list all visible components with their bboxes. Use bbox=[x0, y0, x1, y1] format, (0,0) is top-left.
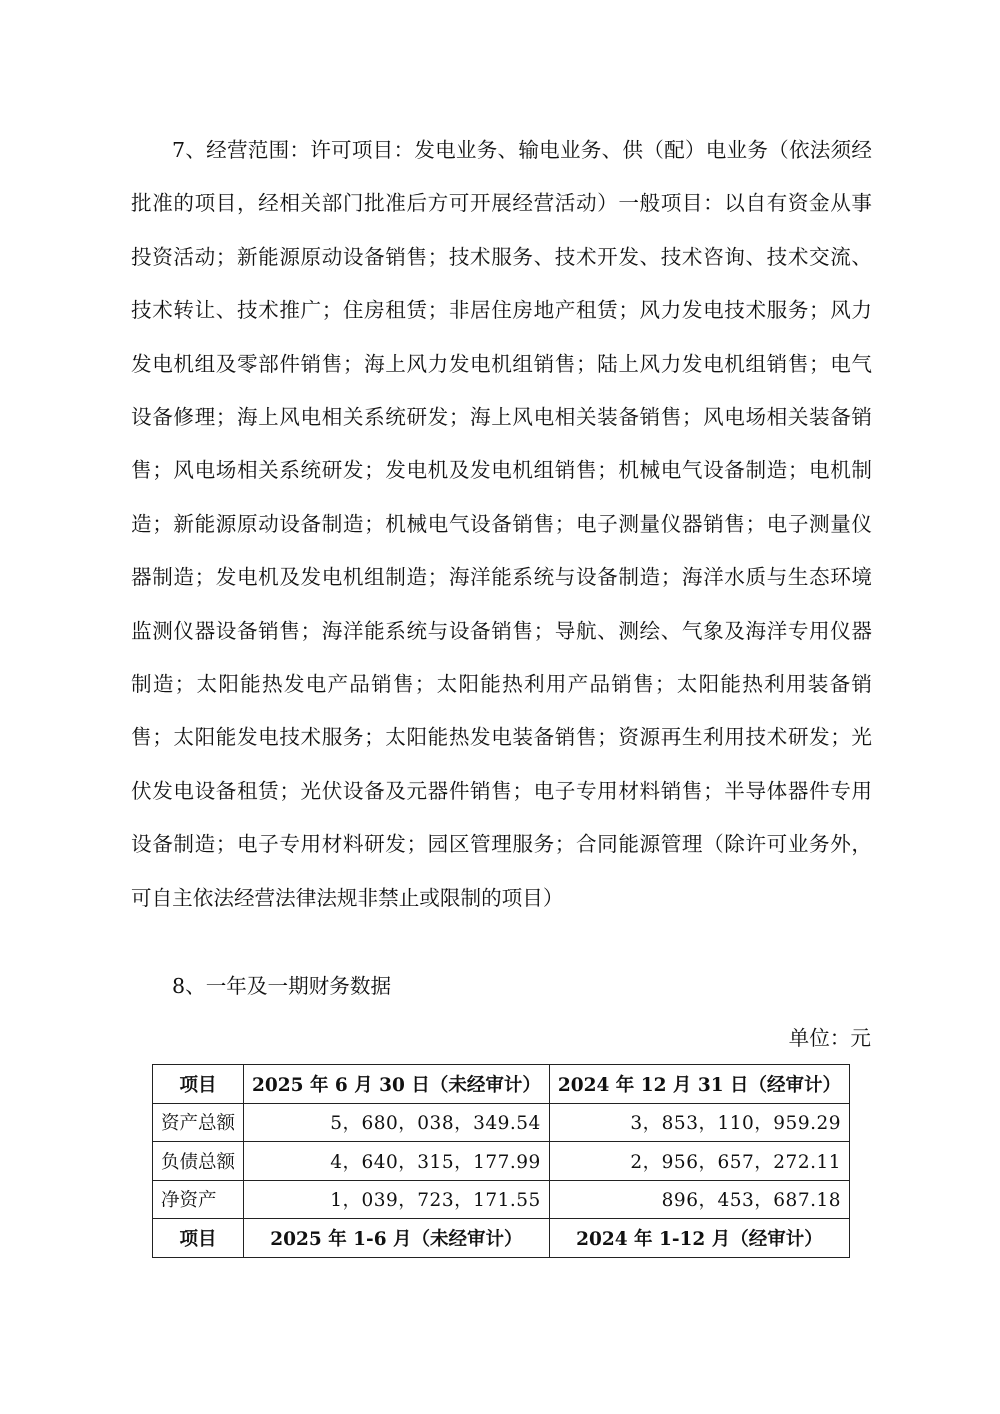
cell-value-2025: 4，640，315，177.99 bbox=[244, 1142, 550, 1181]
financial-data-heading: 8、一年及一期财务数据 bbox=[172, 974, 392, 998]
table-row bbox=[153, 1180, 850, 1219]
cell-value-2025: 1，039，723，171.55 bbox=[244, 1180, 550, 1219]
header-2024-full-year: 2024 年 1-12 月（经审计） bbox=[549, 1219, 849, 1258]
header-2024-12-31: 2024 年 12 月 31 日（经审计） bbox=[549, 1065, 849, 1104]
header-item: 项目 bbox=[153, 1065, 244, 1104]
cell-value-2024: 3，853，110，959.29 bbox=[549, 1103, 849, 1142]
unit-label: 单位：元 bbox=[788, 1026, 871, 1050]
table-header-row bbox=[153, 1065, 850, 1104]
header-item: 项目 bbox=[153, 1219, 244, 1258]
business-scope-paragraph: 7、经营范围：许可项目：发电业务、输电业务、供（配）电业务（依法须经批准的项目，经相关部门批准后方可开展经营活动）一般项目：以自有资金从事投资活动；新能源原动设备销售；技术服务、技术开发、技术咨询、技术交流、技术转让、技术推广；住房租赁；非居住房地产租赁；风力发电技术服务；风力发电机组及零部件销售；海上风力发电机组销售；陆上风力发电机组销售；电气设备修理；海上风电相关系统研发；海上风电相关装备销售；风电场相关装备销售；风电场相关系统研发；发电机及发电机组销售；机械电气设备制造；电机制造；新能源原动设备制造；机械电气设备销售；电子测量仪器销售；电子测量仪器制造；发电机及发电机组制造；海洋能系统与设备制造；海洋水质与生态环境监测仪器设备销售；海洋能系统与设备销售；导航、测绘、气象及海洋专用仪器制造；太阳能热发电产品销售；太阳能热利用产品销售；太阳能热利用装备销售；太阳能发电技术服务；太阳能热发电装备销售；资源再生利用技术研发；光伏发电设备租赁；光伏设备及元器件销售；电子专用材料销售；半导体器件专用设备制造；电子专用材料研发；园区管理服务；合同能源管理（除许可业务外，可自主依法经营法律法规非禁止或限制的项目） bbox=[131, 138, 872, 910]
table-row bbox=[153, 1142, 850, 1181]
table-header-row bbox=[153, 1219, 850, 1258]
financial-data-table bbox=[152, 1064, 850, 1258]
row-label: 资产总额 bbox=[153, 1103, 244, 1142]
header-2025-h1: 2025 年 1-6 月（未经审计） bbox=[244, 1219, 550, 1258]
cell-value-2024: 896，453，687.18 bbox=[549, 1180, 849, 1219]
row-label: 负债总额 bbox=[153, 1142, 244, 1181]
row-label: 净资产 bbox=[153, 1180, 244, 1219]
cell-value-2024: 2，956，657，272.11 bbox=[549, 1142, 849, 1181]
table-row bbox=[153, 1103, 850, 1142]
cell-value-2025: 5，680，038，349.54 bbox=[244, 1103, 550, 1142]
header-2025-06-30: 2025 年 6 月 30 日（未经审计） bbox=[244, 1065, 550, 1104]
